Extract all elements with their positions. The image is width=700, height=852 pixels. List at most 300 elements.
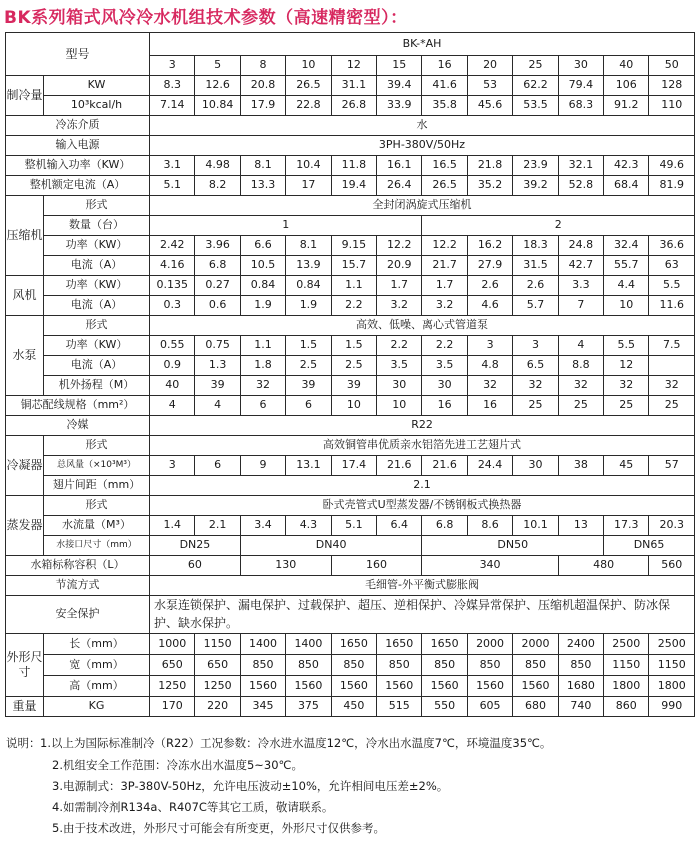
model-cell: 25 (513, 56, 558, 76)
span-value: 水泵连锁保护、漏电保护、过载保护、超压、逆相保护、冷媒异常保护、压缩机超温保护、防冰保护、缺水保护。 (150, 596, 695, 634)
model-cell: 30 (558, 56, 603, 76)
table-row (6, 276, 695, 296)
value-cell: 39 (195, 376, 240, 396)
value-cell: 10.4 (286, 156, 331, 176)
value-cell: 2500 (604, 634, 649, 655)
value-cell: 3.2 (377, 296, 422, 316)
value-cell: 4.3 (286, 516, 331, 536)
value-cell: 1560 (377, 676, 422, 697)
value-cell: 38 (558, 456, 603, 476)
span-value: 2.1 (150, 476, 695, 496)
value-cell: 11.8 (331, 156, 376, 176)
value-cell: 27.9 (467, 256, 512, 276)
value-cell: 3.4 (240, 516, 285, 536)
row-label: 形式 (44, 436, 150, 456)
value-cell: 2.2 (422, 336, 467, 356)
table-row (6, 236, 695, 256)
value-cell: 17.4 (331, 456, 376, 476)
value-cell: 4.8 (467, 356, 512, 376)
table-row (6, 436, 695, 456)
value-cell: 1400 (286, 634, 331, 655)
note-item: 4.如需制冷剂R134a、R407C等其它工质，敬请联系。 (52, 800, 334, 814)
value-cell: 13.1 (286, 456, 331, 476)
value-cell: 850 (377, 655, 422, 676)
value-cell: 30 (422, 376, 467, 396)
value-cell: 81.9 (649, 176, 695, 196)
value-cell: 850 (467, 655, 512, 676)
table-row (6, 336, 695, 356)
value-cell: 1.9 (240, 296, 285, 316)
row-label: 水接口尺寸（mm） (44, 536, 150, 556)
value-cell (649, 356, 695, 376)
span-value: 160 (331, 556, 422, 576)
row-label: KW (44, 76, 150, 96)
table-row (6, 456, 695, 476)
table-row (6, 196, 695, 216)
value-cell: 26.8 (331, 96, 376, 116)
span-value: 卧式壳管式U型蒸发器/不锈钢板式换热器 (150, 496, 695, 516)
span-value: 全封闭涡旋式压缩机 (150, 196, 695, 216)
value-cell: 12.6 (195, 76, 240, 96)
model-cell: 10 (286, 56, 331, 76)
value-cell: 1650 (422, 634, 467, 655)
value-cell: 23.9 (513, 156, 558, 176)
value-cell: 9.15 (331, 236, 376, 256)
value-cell: 8.6 (467, 516, 512, 536)
value-cell: 3 (513, 336, 558, 356)
span-value: 560 (649, 556, 695, 576)
row-label: 10³kcal/h (44, 96, 150, 116)
value-cell: 0.9 (150, 356, 195, 376)
value-cell: 1.5 (286, 336, 331, 356)
value-cell: 110 (649, 96, 695, 116)
span-value: DN25 (150, 536, 241, 556)
value-cell: 13 (558, 516, 603, 536)
table-row (6, 216, 695, 236)
value-cell: 4.16 (150, 256, 195, 276)
span-value: DN50 (422, 536, 604, 556)
span-value: 高效铜管串优质亲水铝箔先进工艺翅片式 (150, 436, 695, 456)
row-label: 整机输入功率（KW） (6, 156, 150, 176)
value-cell: 170 (150, 697, 195, 717)
value-cell: 850 (240, 655, 285, 676)
span-value: 毛细管-外平衡式膨胀阀 (150, 576, 695, 596)
table-row (6, 176, 695, 196)
value-cell: 62.2 (513, 76, 558, 96)
value-cell: 20.3 (649, 516, 695, 536)
table-row (6, 116, 695, 136)
table-row (6, 634, 695, 655)
row-label: 形式 (44, 196, 150, 216)
fan-label: 风机 (6, 276, 44, 316)
row-label: 整机额定电流（A） (6, 176, 150, 196)
value-cell: 10 (331, 396, 376, 416)
value-cell: 7.14 (150, 96, 195, 116)
value-cell: 63 (649, 256, 695, 276)
value-cell: 3.1 (150, 156, 195, 176)
value-cell: 32 (240, 376, 285, 396)
value-cell: 1800 (649, 676, 695, 697)
value-cell: 220 (195, 697, 240, 717)
value-cell: 1650 (331, 634, 376, 655)
value-cell: 850 (422, 655, 467, 676)
table-row (6, 655, 695, 676)
value-cell: 0.84 (286, 276, 331, 296)
value-cell: 2.5 (286, 356, 331, 376)
value-cell: 1150 (649, 655, 695, 676)
value-cell: 6.8 (422, 516, 467, 536)
value-cell: 1560 (240, 676, 285, 697)
value-cell: 1560 (331, 676, 376, 697)
value-cell: 3.5 (377, 356, 422, 376)
value-cell: 22.8 (286, 96, 331, 116)
value-cell: 39 (286, 376, 331, 396)
row-label: 输入电源 (6, 136, 150, 156)
row-label: 翅片间距（mm） (44, 476, 150, 496)
row-label: 功率（KW） (44, 276, 150, 296)
value-cell: 106 (604, 76, 649, 96)
value-cell: 1.7 (422, 276, 467, 296)
value-cell: 45.6 (467, 96, 512, 116)
value-cell: 35.8 (422, 96, 467, 116)
row-label: 电流（A） (44, 356, 150, 376)
value-cell: 6 (240, 396, 285, 416)
value-cell: 2.6 (467, 276, 512, 296)
value-cell: 5.5 (649, 276, 695, 296)
value-cell: 11.6 (649, 296, 695, 316)
value-cell: 8.8 (558, 356, 603, 376)
table-row (6, 356, 695, 376)
value-cell: 53.5 (513, 96, 558, 116)
value-cell: 32.1 (558, 156, 603, 176)
span-value: DN65 (604, 536, 695, 556)
value-cell: 19.4 (331, 176, 376, 196)
value-cell: 55.7 (604, 256, 649, 276)
value-cell: 1800 (604, 676, 649, 697)
value-cell: 8.1 (286, 236, 331, 256)
value-cell: 650 (195, 655, 240, 676)
value-cell: 850 (558, 655, 603, 676)
value-cell: 5.1 (331, 516, 376, 536)
value-cell: 2000 (513, 634, 558, 655)
value-cell: 0.6 (195, 296, 240, 316)
value-cell: 39.2 (513, 176, 558, 196)
value-cell: 550 (422, 697, 467, 717)
value-cell: 345 (240, 697, 285, 717)
value-cell: 2500 (649, 634, 695, 655)
row-label: 机外扬程（M） (44, 376, 150, 396)
value-cell: 18.3 (513, 236, 558, 256)
value-cell: 36.6 (649, 236, 695, 256)
value-cell: 3.3 (558, 276, 603, 296)
value-cell: 21.6 (422, 456, 467, 476)
row-label: 冷冻介质 (6, 116, 150, 136)
value-cell: 21.7 (422, 256, 467, 276)
value-cell: 32.4 (604, 236, 649, 256)
value-cell: 0.55 (150, 336, 195, 356)
value-cell: 25 (604, 396, 649, 416)
span-value: 3PH-380V/50Hz (150, 136, 695, 156)
value-cell: 0.75 (195, 336, 240, 356)
value-cell: 2400 (558, 634, 603, 655)
value-cell: 1400 (240, 634, 285, 655)
value-cell: 1.1 (331, 276, 376, 296)
value-cell: 680 (513, 697, 558, 717)
table-row (6, 33, 695, 56)
value-cell: 2.1 (195, 516, 240, 536)
value-cell: 20.8 (240, 76, 285, 96)
note-item: 3.电源制式：3P-380V-50Hz，允许电压波动±10%，允许相间电压差±2%。 (52, 779, 449, 793)
value-cell: 0.84 (240, 276, 285, 296)
value-cell: 20.9 (377, 256, 422, 276)
value-cell: 49.6 (649, 156, 695, 176)
note-item: 2.机组安全工作范围：冷冻水出水温度5~30℃。 (52, 758, 303, 772)
value-cell: 21.8 (467, 156, 512, 176)
value-cell: 32 (604, 376, 649, 396)
table-row (6, 516, 695, 536)
model-cell: 8 (240, 56, 285, 76)
dimensions-label: 外形尺寸 (6, 634, 44, 697)
value-cell: 850 (513, 655, 558, 676)
value-cell: 1650 (377, 634, 422, 655)
value-cell: 0.3 (150, 296, 195, 316)
value-cell: 1680 (558, 676, 603, 697)
table-row (6, 697, 695, 717)
row-label: 电流（A） (44, 296, 150, 316)
value-cell: 128 (649, 76, 695, 96)
value-cell: 6 (195, 456, 240, 476)
value-cell: 10 (377, 396, 422, 416)
value-cell: 8.2 (195, 176, 240, 196)
value-cell: 17.3 (604, 516, 649, 536)
value-cell: 1560 (467, 676, 512, 697)
span-value: 水 (150, 116, 695, 136)
value-cell: 3 (467, 336, 512, 356)
value-cell: 7.5 (649, 336, 695, 356)
value-cell: 375 (286, 697, 331, 717)
value-cell: 1.1 (240, 336, 285, 356)
value-cell: 850 (331, 655, 376, 676)
model-cell: 3 (150, 56, 195, 76)
value-cell: 1.8 (240, 356, 285, 376)
value-cell: 33.9 (377, 96, 422, 116)
value-cell: 12 (604, 356, 649, 376)
value-cell: 1150 (604, 655, 649, 676)
value-cell: 16.5 (422, 156, 467, 176)
row-label: 长（mm） (44, 634, 150, 655)
span-value: 130 (240, 556, 331, 576)
value-cell: 10 (604, 296, 649, 316)
value-cell: 21.6 (377, 456, 422, 476)
value-cell: 15.7 (331, 256, 376, 276)
value-cell: 12.2 (422, 236, 467, 256)
page-title: BK系列箱式风冷冷水机组技术参数（高速精密型）： (4, 8, 408, 28)
table-row (6, 596, 695, 634)
value-cell: 3.5 (422, 356, 467, 376)
value-cell: 740 (558, 697, 603, 717)
value-cell: 68.3 (558, 96, 603, 116)
value-cell: 860 (604, 697, 649, 717)
series-label: BK-*AH (150, 33, 695, 56)
value-cell: 16.2 (467, 236, 512, 256)
value-cell: 26.5 (286, 76, 331, 96)
value-cell: 39 (331, 376, 376, 396)
value-cell: 6.4 (377, 516, 422, 536)
row-label: 功率（KW） (44, 236, 150, 256)
model-cell: 20 (467, 56, 512, 76)
compressor-label: 压缩机 (6, 196, 44, 276)
row-label: 电流（A） (44, 256, 150, 276)
value-cell: 1.3 (195, 356, 240, 376)
value-cell: 53 (467, 76, 512, 96)
value-cell: 12.2 (377, 236, 422, 256)
row-label: 安全保护 (6, 596, 150, 634)
row-label: KG (44, 697, 150, 717)
value-cell: 79.4 (558, 76, 603, 96)
span-value: 340 (422, 556, 558, 576)
value-cell: 57 (649, 456, 695, 476)
model-cell: 15 (377, 56, 422, 76)
value-cell: 31.1 (331, 76, 376, 96)
value-cell: 25 (649, 396, 695, 416)
value-cell: 10.1 (513, 516, 558, 536)
row-label: 总风量（×10³M³） (44, 456, 150, 476)
value-cell: 6.6 (240, 236, 285, 256)
value-cell: 10.5 (240, 256, 285, 276)
value-cell: 3.96 (195, 236, 240, 256)
value-cell: 2.42 (150, 236, 195, 256)
value-cell: 450 (331, 697, 376, 717)
table-row (6, 256, 695, 276)
table-row (6, 476, 695, 496)
value-cell: 1.7 (377, 276, 422, 296)
table-row (6, 96, 695, 116)
value-cell: 2.5 (331, 356, 376, 376)
value-cell: 5.1 (150, 176, 195, 196)
value-cell: 35.2 (467, 176, 512, 196)
value-cell: 30 (513, 456, 558, 476)
value-cell: 2000 (467, 634, 512, 655)
value-cell: 16 (467, 396, 512, 416)
value-cell: 16.1 (377, 156, 422, 176)
value-cell: 2.2 (377, 336, 422, 356)
value-cell: 6.8 (195, 256, 240, 276)
span-value: 1 (150, 216, 422, 236)
value-cell: 45 (604, 456, 649, 476)
row-label: 节流方式 (6, 576, 150, 596)
span-value: R22 (150, 416, 695, 436)
value-cell: 16 (422, 396, 467, 416)
model-cell: 16 (422, 56, 467, 76)
value-cell: 4.98 (195, 156, 240, 176)
span-value: 高效、低噪、离心式管道泵 (150, 316, 695, 336)
value-cell: 990 (649, 697, 695, 717)
pump-label: 水泵 (6, 316, 44, 396)
model-cell: 12 (331, 56, 376, 76)
value-cell: 515 (377, 697, 422, 717)
weight-label: 重量 (6, 697, 44, 717)
evaporator-label: 蒸发器 (6, 496, 44, 556)
value-cell: 7 (558, 296, 603, 316)
value-cell: 32 (649, 376, 695, 396)
value-cell: 39.4 (377, 76, 422, 96)
value-cell: 25 (558, 396, 603, 416)
row-label: 冷媒 (6, 416, 150, 436)
notes-heading: 说明： (6, 736, 41, 750)
row-label: 水流量（M³） (44, 516, 150, 536)
model-cell: 50 (649, 56, 695, 76)
value-cell: 32 (513, 376, 558, 396)
table-row (6, 316, 695, 336)
table-row (6, 76, 695, 96)
value-cell: 1000 (150, 634, 195, 655)
model-cell: 5 (195, 56, 240, 76)
table-row (6, 416, 695, 436)
value-cell: 6.5 (513, 356, 558, 376)
row-label: 铜芯配线规格（mm²） (6, 396, 150, 416)
value-cell: 10.84 (195, 96, 240, 116)
value-cell: 1250 (195, 676, 240, 697)
span-value: 60 (150, 556, 241, 576)
value-cell: 3.2 (422, 296, 467, 316)
span-value: 480 (558, 556, 649, 576)
value-cell: 6 (286, 396, 331, 416)
value-cell: 8.1 (240, 156, 285, 176)
value-cell: 0.135 (150, 276, 195, 296)
value-cell: 17 (286, 176, 331, 196)
row-label: 功率（KW） (44, 336, 150, 356)
value-cell: 42.7 (558, 256, 603, 276)
table-row (6, 156, 695, 176)
value-cell: 91.2 (604, 96, 649, 116)
value-cell: 650 (150, 655, 195, 676)
table-row (6, 556, 695, 576)
value-cell: 13.9 (286, 256, 331, 276)
value-cell: 5.5 (604, 336, 649, 356)
span-value: DN40 (240, 536, 422, 556)
value-cell: 30 (377, 376, 422, 396)
value-cell: 4 (195, 396, 240, 416)
span-value: 2 (422, 216, 695, 236)
value-cell: 1150 (195, 634, 240, 655)
value-cell: 4.4 (604, 276, 649, 296)
value-cell: 4 (558, 336, 603, 356)
value-cell: 24.8 (558, 236, 603, 256)
table-row (6, 296, 695, 316)
model-label: 型号 (6, 33, 150, 76)
value-cell: 4 (150, 396, 195, 416)
spec-table (5, 32, 695, 717)
note-item: 5.由于技术改进，外形尺寸可能会有所变更，外形尺寸仅供参考。 (52, 821, 385, 835)
cooling-label: 制冷量 (6, 76, 44, 116)
value-cell: 850 (286, 655, 331, 676)
value-cell: 32 (467, 376, 512, 396)
table-row (6, 376, 695, 396)
value-cell: 1.5 (331, 336, 376, 356)
value-cell: 52.8 (558, 176, 603, 196)
table-row (6, 536, 695, 556)
table-row (6, 576, 695, 596)
value-cell: 31.5 (513, 256, 558, 276)
value-cell: 26.5 (422, 176, 467, 196)
value-cell: 1.9 (286, 296, 331, 316)
value-cell: 42.3 (604, 156, 649, 176)
value-cell: 9 (240, 456, 285, 476)
row-label: 高（mm） (44, 676, 150, 697)
value-cell: 0.27 (195, 276, 240, 296)
value-cell: 3 (150, 456, 195, 476)
table-row (6, 396, 695, 416)
